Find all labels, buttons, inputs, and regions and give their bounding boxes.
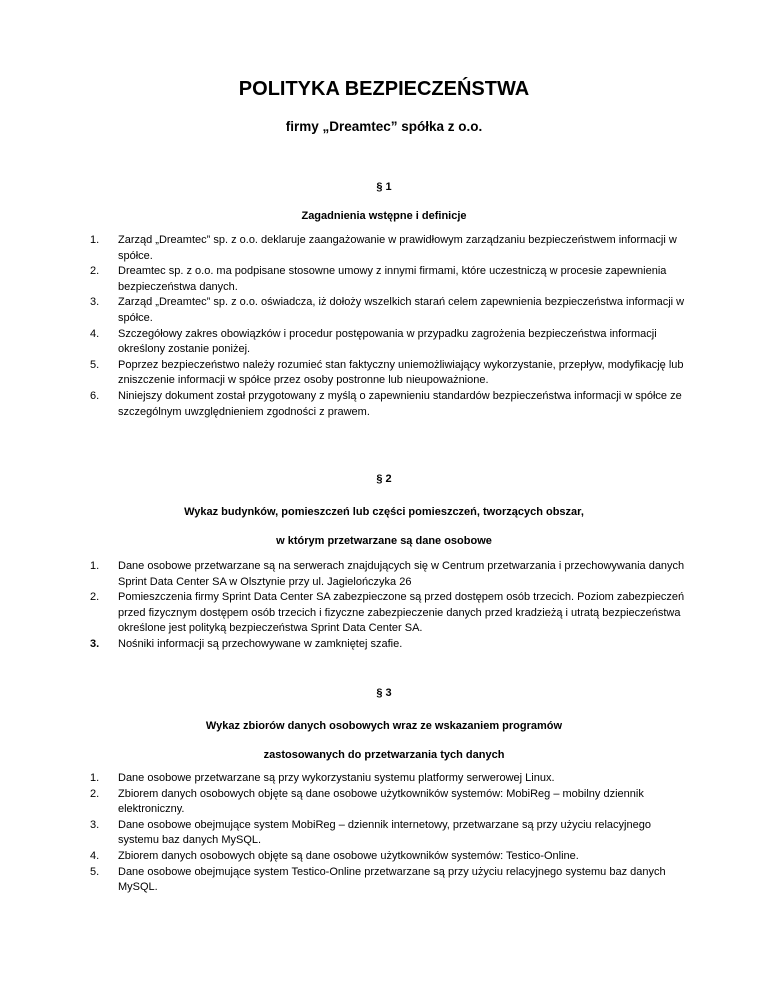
section-heading [0,209,768,224]
section-heading-line: w którym przetwarzane są dane osobowe [276,535,492,547]
section-heading-line: Wykaz zbiorów danych osobowych wraz ze wskazaniem programów [205,720,563,732]
list-item [90,389,690,420]
list-item [90,637,690,653]
item-number: 2. [90,591,100,604]
list-item [90,818,690,849]
item-number: 3. [90,637,100,650]
item-text: Nośniki informacji są przechowywane w zamkniętej szafie. [118,637,403,650]
item-text: Zbiorem danych osobowych objęte są dane osobowe użytkowników systemów: Testico-Online. [118,849,579,862]
section-3 [0,686,768,763]
document-subtitle: firmy „Dreamtec” spółka z o.o. [285,119,483,134]
item-text: Zarząd „Dreamtec” sp. z o.o. oświadcza, iż dołoży wszelkich starań celem zapewnienia bezpieczeństwa informacji w spółce. [118,296,685,324]
item-number: 1. [90,234,100,246]
list-item [90,358,690,389]
item-number: 5. [90,358,100,371]
list-item [90,559,690,590]
item-text: Poprzez bezpieczeństwo należy rozumieć stan faktyczny uniemożliwiający wykorzystanie, przepływ, modyfikację lub zniszczenie informacji w spółce przez osoby postronne lub nieupoważnione. [118,358,684,387]
item-text: Zbiorem danych osobowych objęte są dane osobowe użytkowników systemów: MobiReg – mobilny dziennik elektroniczny. [118,787,644,816]
item-text: Pomieszczenia firmy Sprint Data Center SA zabezpieczone są przed dostępem osób trzecich. Poziom zabezpieczeń przed fizycznym dostępem osób trzecich i fizyczne zabezpieczenie danych przed kradzieżą i utratą bezpieczeństwa określone jest polityką bezpieczeństwa Sprint Data Center SA. [118,591,685,635]
list-item [90,233,690,264]
item-text: Zarząd „Dreamtec” sp. z o.o. deklaruje zaangażowanie w prawidłowym zarządzaniu bezpieczeństwem informacji w spółce. [118,234,677,262]
item-number: 4. [90,849,100,862]
section-number: § 2 [376,473,392,485]
item-number: 1. [90,560,100,572]
item-number: 5. [90,865,100,878]
list-item [90,865,690,896]
list-item [90,590,690,637]
list-item [90,787,690,818]
item-number: 2. [90,265,100,278]
item-text: Szczegółowy zakres obowiązków i procedur postępowania w przypadku zagrożenia bezpieczeństwa informacji określony zostanie poniżej. [118,327,657,356]
section-heading [0,505,768,549]
item-text: Niniejszy dokument został przygotowany z myślą o zapewnieniu standardów bezpieczeństwa informacji w spółce ze szczególnym uwzględnieniem zgodności z prawem. [118,389,682,418]
item-text: Dane osobowe obejmujące system MobiReg – dziennik internetowy, przetwarzane są przy użyciu relacyjnego systemu baz danych MySQL. [118,818,651,847]
item-text: Dane osobowe przetwarzane są przy wykorzystaniu systemu platformy serwerowej Linux. [118,772,555,784]
item-text: Dreamtec sp. z o.o. ma podpisane stosowne umowy z innymi firmami, które uczestniczą w procesie zapewnienia bezpieczeństwa danych. [118,265,667,293]
item-number: 3. [90,296,100,309]
section-heading-line: zastosowanych do przetwarzania tych danych [263,749,505,761]
section-2 [0,472,768,549]
item-text: Dane osobowe przetwarzane są na serwerach znajdujących się w Centrum przetwarzania i przechowywania danych Sprint Data Center SA w Olsztynie przy ul. Jagielończyka 26 [118,560,685,588]
section-1-list [90,233,690,420]
document-title: POLITYKA BEZPIECZEŃSTWA [238,78,530,100]
item-number: 4. [90,327,100,340]
item-number: 6. [90,389,100,402]
list-item [90,849,690,865]
list-item [90,295,690,326]
section-number: § 3 [376,687,392,699]
item-number: 1. [90,772,100,784]
list-item [90,327,690,358]
section-heading-line: Wykaz budynków, pomieszczeń lub części pomieszczeń, tworzących obszar, [184,506,584,518]
list-item [90,264,690,295]
section-2-list [90,559,690,653]
list-item [90,771,690,787]
item-number: 2. [90,787,100,800]
section-heading-line: Zagadnienia wstępne i definicje [301,210,467,222]
section-1 [0,180,768,224]
section-heading [0,719,768,763]
section-number: § 1 [376,181,392,193]
item-number: 3. [90,818,100,831]
item-text: Dane osobowe obejmujące system Testico-Online przetwarzane są przy użyciu relacyjnego systemu baz danych MySQL. [118,865,666,894]
section-3-list [90,771,690,896]
